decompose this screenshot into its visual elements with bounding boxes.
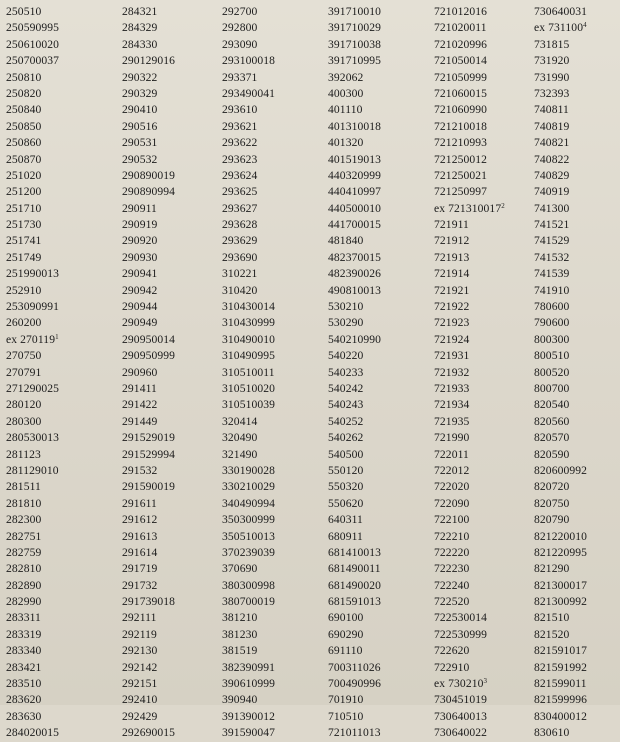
code-cell: 490810013 <box>328 283 382 297</box>
code-cell: 380300998 <box>222 578 276 592</box>
code-cell: 741532 <box>534 250 570 264</box>
code-cell: 293623 <box>222 152 258 166</box>
code-cell: 732393 <box>534 86 570 100</box>
code-cell: 291719 <box>122 562 158 576</box>
code-cell: 721050999 <box>434 70 488 84</box>
code-cell: 370690 <box>222 562 258 576</box>
code-cell: 722230 <box>434 562 470 576</box>
code-cell: 282300 <box>6 513 42 527</box>
code-cell: 292142 <box>122 660 158 674</box>
code-cell: 721012016 <box>434 5 488 18</box>
code-cell: 721924 <box>434 332 470 346</box>
code-cell: 293621 <box>222 119 258 133</box>
code-cell: 681490011 <box>328 562 381 576</box>
code-cell: 401320 <box>328 136 364 150</box>
code-cell: 250860 <box>6 136 42 150</box>
code-cell: 790600 <box>534 316 570 330</box>
code-cell: 250510 <box>6 5 42 18</box>
code-cell: 282810 <box>6 562 42 576</box>
code-cell: 741529 <box>534 234 570 248</box>
code-cell: 291611 <box>122 496 157 510</box>
code-cell: 721932 <box>434 365 470 379</box>
code-cell: 391710038 <box>328 37 382 51</box>
code-cell: 284321 <box>122 5 158 18</box>
code-cell: 400300 <box>328 86 364 100</box>
code-cell: 721050014 <box>434 54 488 68</box>
code-cell: 780600 <box>534 300 570 314</box>
code-cell: 820540 <box>534 398 570 412</box>
code-cell: 740821 <box>534 136 570 150</box>
code-cell: 741910 <box>534 283 570 297</box>
code-cell: 681410013 <box>328 545 382 559</box>
code-cell: 441700015 <box>328 218 382 232</box>
code-cell: 320490 <box>222 431 258 445</box>
code-cell: 821591017 <box>534 644 588 658</box>
code-cell: 721923 <box>434 316 470 330</box>
code-cell: 283510 <box>6 677 42 691</box>
code-cell: 381230 <box>222 627 258 641</box>
code-cell: 540242 <box>328 381 364 395</box>
code-cell: 282990 <box>6 595 42 609</box>
code-cell: 260200 <box>6 316 42 330</box>
code-cell: 730640031 <box>534 5 588 18</box>
footnote-marker: 3 <box>483 677 488 686</box>
code-cell: 291529019 <box>122 431 176 445</box>
code-cell: 291411 <box>122 381 157 395</box>
code-cell: 292429 <box>122 709 158 723</box>
code-column-5 <box>434 4 534 742</box>
code-cell: 530210 <box>328 300 364 314</box>
code-cell: 722210 <box>434 529 470 543</box>
code-cell: 350510013 <box>222 529 276 543</box>
code-cell: 530290 <box>328 316 364 330</box>
code-cell: 820720 <box>534 480 570 494</box>
code-cell: 722530014 <box>434 611 488 625</box>
code-cell: 391590047 <box>222 726 276 740</box>
code-cell: 251200 <box>6 185 42 199</box>
code-cell: 740811 <box>534 103 569 117</box>
code-cell: 290941 <box>122 267 158 281</box>
code-cell: 391710029 <box>328 21 382 35</box>
code-cell: 310221 <box>222 267 258 281</box>
code-cell: 440410997 <box>328 185 382 199</box>
code-cell: 730640022 <box>434 726 488 740</box>
code-cell: 740919 <box>534 185 570 199</box>
code-cell: 721011013 <box>328 726 381 740</box>
code-cell: 293100018 <box>222 54 276 68</box>
code-cell: 800510 <box>534 349 570 363</box>
code-cell: 821300992 <box>534 595 588 609</box>
code-cell: 681591013 <box>328 595 382 609</box>
code-cell: 390610999 <box>222 677 276 691</box>
code-cell: 721060015 <box>434 86 488 100</box>
code-cell: 250870 <box>6 152 42 166</box>
code-cell <box>6 332 122 348</box>
code-cell: 382390991 <box>222 660 276 674</box>
code-cell: 293627 <box>222 201 258 215</box>
code-cell: 290942 <box>122 283 158 297</box>
code-cell: 283421 <box>6 660 42 674</box>
code-cell: 390940 <box>222 693 258 707</box>
code-cell: 740822 <box>534 152 570 166</box>
code-cell: 292410 <box>122 693 158 707</box>
code-column-4 <box>328 4 434 742</box>
code-cell: 401310018 <box>328 119 382 133</box>
code-cell: 292151 <box>122 677 158 691</box>
code-cell: 721990 <box>434 431 470 445</box>
code-cell: 731920 <box>534 54 570 68</box>
code-column-3 <box>222 4 328 742</box>
code-cell: 292690015 <box>122 726 176 740</box>
code-cell: 821599996 <box>534 693 588 707</box>
code-cell: 721250021 <box>434 168 488 182</box>
code-cell: 320414 <box>222 414 258 428</box>
code-cell: 550620 <box>328 496 364 510</box>
code-cell: 820570 <box>534 431 570 445</box>
code-cell: 821520 <box>534 627 570 641</box>
code-cell: 270791 <box>6 365 42 379</box>
code-cell: 250840 <box>6 103 42 117</box>
code-cell: 251749 <box>6 250 42 264</box>
code-cell: 721914 <box>434 267 470 281</box>
code-cell: 292700 <box>222 5 258 18</box>
code-cell: 290410 <box>122 103 158 117</box>
code-cell: 270750 <box>6 349 42 363</box>
code-cell: 821220010 <box>534 529 588 543</box>
code-cell: 722020 <box>434 480 470 494</box>
code-cell: 721934 <box>434 398 470 412</box>
code-cell: 251730 <box>6 218 42 232</box>
code-text: ex 730210 <box>434 677 484 691</box>
code-text: ex 270119 <box>6 332 56 346</box>
code-cell: 290129016 <box>122 54 176 68</box>
code-cell: 290531 <box>122 136 158 150</box>
code-cell: 321490 <box>222 447 258 461</box>
code-cell: 282890 <box>6 578 42 592</box>
code-cell: 680911 <box>328 529 363 543</box>
code-cell: 730451019 <box>434 693 488 707</box>
code-cell: 283340 <box>6 644 42 658</box>
code-cell: 540252 <box>328 414 364 428</box>
code-cell: 681490020 <box>328 578 382 592</box>
code-table <box>6 4 618 742</box>
code-cell: 292119 <box>122 627 157 641</box>
code-cell: 250850 <box>6 119 42 133</box>
code-cell: 741539 <box>534 267 570 281</box>
code-cell: 330210029 <box>222 480 276 494</box>
code-cell: 821599011 <box>534 677 587 691</box>
code-cell: 283311 <box>6 611 41 625</box>
code-cell: 721933 <box>434 381 470 395</box>
code-text: ex 721310017 <box>434 201 502 215</box>
code-cell: 251741 <box>6 234 42 248</box>
code-cell: 691110 <box>328 644 363 658</box>
code-cell: 350300999 <box>222 513 276 527</box>
code-cell: 293090 <box>222 37 258 51</box>
code-cell: 291612 <box>122 513 158 527</box>
code-cell: 293690 <box>222 250 258 264</box>
code-cell: 290911 <box>122 201 157 215</box>
code-cell: 722220 <box>434 545 470 559</box>
code-cell: 391390012 <box>222 709 276 723</box>
code-cell: 282759 <box>6 545 42 559</box>
code-cell: 690100 <box>328 611 364 625</box>
code-cell: 310430014 <box>222 300 276 314</box>
code-cell: 821290 <box>534 562 570 576</box>
code-cell: 290944 <box>122 300 158 314</box>
code-cell: 721935 <box>434 414 470 428</box>
code-cell: 293629 <box>222 234 258 248</box>
code-cell: 800300 <box>534 332 570 346</box>
code-cell: 821510 <box>534 611 570 625</box>
code-cell: 291590019 <box>122 480 176 494</box>
code-cell: 281810 <box>6 496 42 510</box>
code-cell: 821220995 <box>534 545 588 559</box>
code-cell: 540500 <box>328 447 364 461</box>
code-column-1 <box>6 4 122 742</box>
footnote-marker: 1 <box>55 332 59 341</box>
code-cell: 253090991 <box>6 300 60 314</box>
code-cell: 290920 <box>122 234 158 248</box>
code-cell: 721020011 <box>434 21 487 35</box>
code-cell: 310490995 <box>222 349 276 363</box>
code-cell: 721912 <box>434 234 470 248</box>
code-cell: 282751 <box>6 529 42 543</box>
code-cell: 291732 <box>122 578 158 592</box>
code-cell: 820600992 <box>534 463 588 477</box>
code-cell: 731815 <box>534 37 570 51</box>
code-cell: 290890994 <box>122 185 176 199</box>
code-cell: 722090 <box>434 496 470 510</box>
code-cell: 284330 <box>122 37 158 51</box>
code-cell: 540233 <box>328 365 364 379</box>
code-cell: 291532 <box>122 463 158 477</box>
code-cell: 550120 <box>328 463 364 477</box>
code-cell: 292111 <box>122 611 157 625</box>
code-cell: 440500010 <box>328 201 382 215</box>
code-cell: 310510011 <box>222 365 275 379</box>
code-cell: 722520 <box>434 595 470 609</box>
code-cell: 293625 <box>222 185 258 199</box>
code-cell: 440320999 <box>328 168 382 182</box>
code-cell: 392062 <box>328 70 364 84</box>
code-cell: 290322 <box>122 70 158 84</box>
code-cell: 701910 <box>328 693 364 707</box>
code-cell: 291422 <box>122 398 158 412</box>
code-cell: 370239039 <box>222 545 276 559</box>
code-cell: 482390026 <box>328 267 382 281</box>
code-cell: 640311 <box>328 513 363 527</box>
code-cell: 721913 <box>434 250 470 264</box>
code-cell: 730640013 <box>434 709 488 723</box>
code-cell: 290930 <box>122 250 158 264</box>
code-cell: 800520 <box>534 365 570 379</box>
code-cell: 721020996 <box>434 37 488 51</box>
code-cell: 700311026 <box>328 660 381 674</box>
code-cell: 820790 <box>534 513 570 527</box>
code-cell: 820590 <box>534 447 570 461</box>
code-cell: 340490994 <box>222 496 276 510</box>
code-cell: 722240 <box>434 578 470 592</box>
code-cell: 291529994 <box>122 447 176 461</box>
code-cell: 281511 <box>6 480 41 494</box>
code-cell: 721250012 <box>434 152 488 166</box>
footnote-marker: 2 <box>501 201 505 210</box>
code-cell <box>534 20 618 36</box>
code-cell: 381210 <box>222 611 258 625</box>
code-cell: 721931 <box>434 349 470 363</box>
code-cell: 741521 <box>534 218 570 232</box>
code-cell: 291449 <box>122 414 158 428</box>
code-cell: 283630 <box>6 709 42 723</box>
code-cell: 252910 <box>6 283 42 297</box>
code-cell: 281129010 <box>6 463 59 477</box>
code-cell: 391710010 <box>328 5 382 18</box>
code-text: ex 731100 <box>534 21 584 35</box>
code-cell: 481840 <box>328 234 364 248</box>
code-cell: 380700019 <box>222 595 276 609</box>
code-cell: 700490996 <box>328 677 382 691</box>
code-cell: 293490041 <box>222 86 276 100</box>
code-cell <box>434 201 534 217</box>
code-cell: 830400012 <box>534 709 588 723</box>
code-cell: 540210990 <box>328 332 382 346</box>
code-cell: 401110 <box>328 103 363 117</box>
code-cell: 820560 <box>534 414 570 428</box>
code-cell: 281123 <box>6 447 41 461</box>
code-cell: 722620 <box>434 644 470 658</box>
code-cell: 291613 <box>122 529 158 543</box>
code-cell: 310510039 <box>222 398 276 412</box>
code-cell: 721922 <box>434 300 470 314</box>
code-cell: 310510020 <box>222 381 276 395</box>
code-cell: 290919 <box>122 218 158 232</box>
code-cell: 821300017 <box>534 578 588 592</box>
code-cell: 290950999 <box>122 349 176 363</box>
code-cell: 741300 <box>534 201 570 215</box>
code-cell: 710510 <box>328 709 364 723</box>
code-cell: 721250997 <box>434 185 488 199</box>
code-cell <box>434 676 534 692</box>
code-cell: 284329 <box>122 21 158 35</box>
code-cell: 250810 <box>6 70 42 84</box>
code-cell: 721911 <box>434 218 469 232</box>
code-cell: 391710995 <box>328 54 382 68</box>
code-cell: 293624 <box>222 168 258 182</box>
code-cell: 482370015 <box>328 250 382 264</box>
code-cell: 740819 <box>534 119 570 133</box>
code-cell: 290329 <box>122 86 158 100</box>
code-cell: 290890019 <box>122 168 176 182</box>
code-cell: 283620 <box>6 693 42 707</box>
code-cell: 310430999 <box>222 316 276 330</box>
code-cell: 821591992 <box>534 660 588 674</box>
code-cell: 280300 <box>6 414 42 428</box>
code-cell: 740829 <box>534 168 570 182</box>
code-cell: 722011 <box>434 447 469 461</box>
code-cell: 251990013 <box>6 267 60 281</box>
code-cell: 540220 <box>328 349 364 363</box>
code-cell: 290949 <box>122 316 158 330</box>
code-cell: 731990 <box>534 70 570 84</box>
code-cell: 310490010 <box>222 332 276 346</box>
code-cell: 290516 <box>122 119 158 133</box>
code-cell: 550320 <box>328 480 364 494</box>
code-cell: 291614 <box>122 545 158 559</box>
code-column-6 <box>534 4 618 742</box>
code-cell: 800700 <box>534 381 570 395</box>
code-cell: 721921 <box>434 283 470 297</box>
code-cell: 290960 <box>122 365 158 379</box>
footnote-marker: 4 <box>583 21 587 30</box>
code-cell: 721210993 <box>434 136 488 150</box>
code-cell: 292130 <box>122 644 158 658</box>
code-cell: 330190028 <box>222 463 276 477</box>
code-cell: 722530999 <box>434 627 488 641</box>
code-cell: 830610 <box>534 726 570 740</box>
code-cell: 284020015 <box>6 726 60 740</box>
code-cell: 381519 <box>222 644 258 658</box>
code-cell: 690290 <box>328 627 364 641</box>
code-cell: 721060990 <box>434 103 488 117</box>
code-cell: 250590995 <box>6 21 60 35</box>
code-cell: 293610 <box>222 103 258 117</box>
code-cell: 540243 <box>328 398 364 412</box>
code-column-2 <box>122 4 222 742</box>
code-cell: 722012 <box>434 463 470 477</box>
code-cell: 290950014 <box>122 332 176 346</box>
code-cell: 291739018 <box>122 595 176 609</box>
code-cell: 280120 <box>6 398 42 412</box>
code-cell: 283319 <box>6 627 42 641</box>
code-cell: 292800 <box>222 21 258 35</box>
code-cell: 293622 <box>222 136 258 150</box>
code-cell: 293371 <box>222 70 258 84</box>
code-cell: 271290025 <box>6 381 60 395</box>
code-cell: 310420 <box>222 283 258 297</box>
code-cell: 250700037 <box>6 54 60 68</box>
code-cell: 722910 <box>434 660 470 674</box>
code-cell: 250820 <box>6 86 42 100</box>
code-cell: 820750 <box>534 496 570 510</box>
code-cell: 280530013 <box>6 431 60 445</box>
code-cell: 401519013 <box>328 152 382 166</box>
code-cell: 540262 <box>328 431 364 445</box>
code-cell: 722100 <box>434 513 470 527</box>
code-cell: 721210018 <box>434 119 488 133</box>
code-cell: 251020 <box>6 168 42 182</box>
code-cell: 293628 <box>222 218 258 232</box>
code-cell: 290532 <box>122 152 158 166</box>
code-cell: 251710 <box>6 201 42 215</box>
code-cell: 250610020 <box>6 37 60 51</box>
